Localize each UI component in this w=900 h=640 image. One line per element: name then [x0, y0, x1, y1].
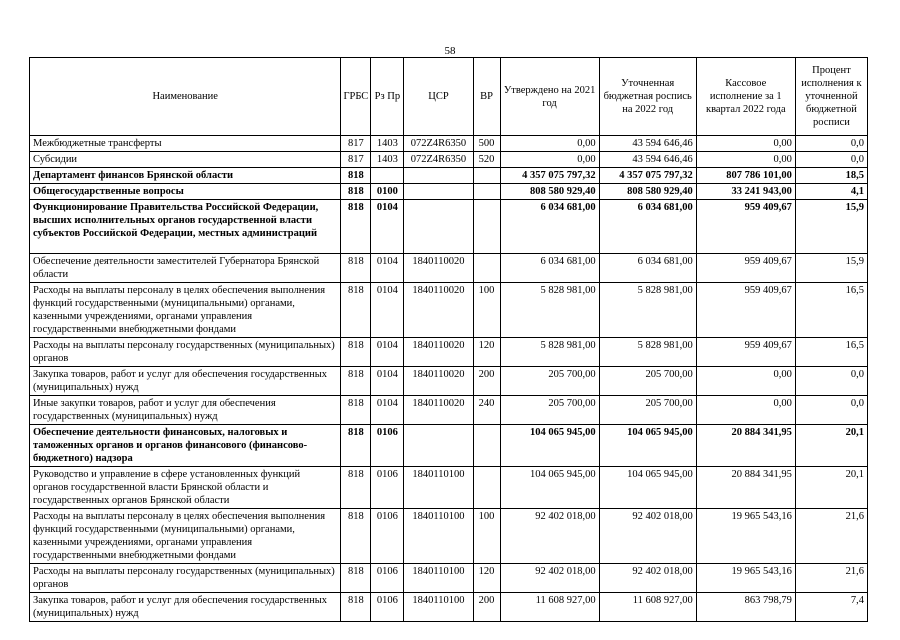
table-row — [30, 283, 868, 338]
cell-refined: 6 034 681,00 — [599, 254, 696, 283]
table-row — [30, 184, 868, 200]
cell-approved: 92 402 018,00 — [500, 564, 599, 593]
cell-cash: 959 409,67 — [696, 200, 795, 254]
cell-name: Руководство и управление в сфере установленных функций органов государственной власти Брянской области и государственных органов Брянской области — [30, 467, 341, 509]
cell-refined: 6 034 681,00 — [599, 200, 696, 254]
cell-approved: 6 034 681,00 — [500, 254, 599, 283]
cell-percent: 0,0 — [795, 136, 867, 152]
cell-approved: 92 402 018,00 — [500, 509, 599, 564]
table-row — [30, 564, 868, 593]
cell-name: Расходы на выплаты персоналу в целях обеспечения выполнения функций государственными (муниципальными) органами, казенными учреждениями, органами управления государственными внебюджетными фондами — [30, 509, 341, 564]
cell-name: Закупка товаров, работ и услуг для обеспечения государственных (муниципальных) нужд — [30, 367, 341, 396]
cell-grbs: 818 — [341, 200, 371, 254]
cell-percent: 0,0 — [795, 396, 867, 425]
table-row — [30, 396, 868, 425]
cell-vr: 500 — [473, 136, 500, 152]
cell-approved: 205 700,00 — [500, 396, 599, 425]
cell-grbs: 818 — [341, 467, 371, 509]
cell-csr: 072Z4R6350 — [404, 152, 473, 168]
cell-rzpr: 1403 — [371, 152, 404, 168]
cell-grbs: 818 — [341, 564, 371, 593]
table-row — [30, 338, 868, 367]
cell-percent: 0,0 — [795, 152, 867, 168]
cell-name: Общегосударственные вопросы — [30, 184, 341, 200]
cell-name: Закупка товаров, работ и услуг для обеспечения государственных (муниципальных) нужд — [30, 593, 341, 622]
cell-percent: 16,5 — [795, 283, 867, 338]
cell-csr: 1840110020 — [404, 367, 473, 396]
table-row — [30, 467, 868, 509]
cell-grbs: 818 — [341, 509, 371, 564]
cell-percent: 4,1 — [795, 184, 867, 200]
cell-cash: 20 884 341,95 — [696, 425, 795, 467]
cell-approved: 104 065 945,00 — [500, 467, 599, 509]
cell-vr: 520 — [473, 152, 500, 168]
cell-approved: 5 828 981,00 — [500, 338, 599, 367]
cell-grbs: 818 — [341, 367, 371, 396]
cell-refined: 104 065 945,00 — [599, 467, 696, 509]
cell-rzpr: 0106 — [371, 425, 404, 467]
header-rzpr: Рз Пр — [371, 58, 404, 136]
cell-rzpr: 0104 — [371, 283, 404, 338]
cell-refined: 5 828 981,00 — [599, 283, 696, 338]
cell-cash: 959 409,67 — [696, 254, 795, 283]
table-row — [30, 367, 868, 396]
cell-rzpr: 0106 — [371, 564, 404, 593]
budget-table — [29, 57, 868, 622]
cell-csr — [404, 200, 473, 254]
cell-rzpr: 0100 — [371, 184, 404, 200]
cell-percent: 18,5 — [795, 168, 867, 184]
cell-percent: 15,9 — [795, 254, 867, 283]
cell-refined: 205 700,00 — [599, 396, 696, 425]
cell-cash: 959 409,67 — [696, 283, 795, 338]
page-number: 58 — [444, 45, 456, 57]
cell-grbs: 818 — [341, 254, 371, 283]
table-row — [30, 593, 868, 622]
cell-csr: 072Z4R6350 — [404, 136, 473, 152]
cell-rzpr: 1403 — [371, 136, 404, 152]
cell-csr: 1840110020 — [404, 254, 473, 283]
cell-percent: 21,6 — [795, 564, 867, 593]
cell-vr: 120 — [473, 338, 500, 367]
cell-approved: 104 065 945,00 — [500, 425, 599, 467]
cell-vr — [473, 467, 500, 509]
cell-name: Обеспечение деятельности финансовых, налоговых и таможенных органов и органов финансового (финансово-бюджетного) надзора — [30, 425, 341, 467]
cell-vr — [473, 200, 500, 254]
cell-csr: 1840110020 — [404, 338, 473, 367]
cell-approved: 205 700,00 — [500, 367, 599, 396]
table-row — [30, 425, 868, 467]
cell-csr: 1840110100 — [404, 467, 473, 509]
header-cash: Кассовое исполнение за 1 квартал 2022 года — [696, 58, 795, 136]
cell-rzpr: 0106 — [371, 509, 404, 564]
cell-rzpr: 0106 — [371, 467, 404, 509]
cell-vr — [473, 168, 500, 184]
cell-percent: 0,0 — [795, 367, 867, 396]
cell-csr: 1840110020 — [404, 396, 473, 425]
cell-cash: 19 965 543,16 — [696, 564, 795, 593]
cell-cash: 19 965 543,16 — [696, 509, 795, 564]
cell-csr — [404, 184, 473, 200]
cell-approved: 6 034 681,00 — [500, 200, 599, 254]
cell-vr: 200 — [473, 593, 500, 622]
cell-refined: 205 700,00 — [599, 367, 696, 396]
cell-csr: 1840110100 — [404, 564, 473, 593]
cell-csr: 1840110020 — [404, 283, 473, 338]
cell-approved: 0,00 — [500, 136, 599, 152]
cell-rzpr: 0104 — [371, 254, 404, 283]
cell-approved: 5 828 981,00 — [500, 283, 599, 338]
cell-percent: 7,4 — [795, 593, 867, 622]
cell-cash: 863 798,79 — [696, 593, 795, 622]
table-body — [30, 136, 868, 622]
cell-grbs: 818 — [341, 168, 371, 184]
cell-csr — [404, 168, 473, 184]
header-vr: ВР — [473, 58, 500, 136]
table-row — [30, 168, 868, 184]
table-row — [30, 136, 868, 152]
cell-grbs: 817 — [341, 136, 371, 152]
cell-rzpr: 0104 — [371, 367, 404, 396]
cell-vr: 200 — [473, 367, 500, 396]
cell-approved: 4 357 075 797,32 — [500, 168, 599, 184]
cell-rzpr: 0106 — [371, 593, 404, 622]
cell-vr — [473, 425, 500, 467]
cell-cash: 807 786 101,00 — [696, 168, 795, 184]
cell-grbs: 817 — [341, 152, 371, 168]
cell-name: Обеспечение деятельности заместителей Губернатора Брянской области — [30, 254, 341, 283]
cell-vr: 100 — [473, 509, 500, 564]
cell-name: Расходы на выплаты персоналу государственных (муниципальных) органов — [30, 338, 341, 367]
cell-name: Расходы на выплаты персоналу в целях обеспечения выполнения функций государственными (муниципальными) органами, казенными учреждениями, органами управления государственными внебюджетными фондами — [30, 283, 341, 338]
cell-rzpr — [371, 168, 404, 184]
cell-refined: 92 402 018,00 — [599, 564, 696, 593]
cell-name: Иные закупки товаров, работ и услуг для обеспечения государственных (муниципальных) нужд — [30, 396, 341, 425]
table-row — [30, 152, 868, 168]
table-row — [30, 254, 868, 283]
cell-rzpr: 0104 — [371, 396, 404, 425]
cell-csr: 1840110100 — [404, 509, 473, 564]
cell-refined: 808 580 929,40 — [599, 184, 696, 200]
table-row — [30, 200, 868, 254]
cell-refined: 4 357 075 797,32 — [599, 168, 696, 184]
cell-grbs: 818 — [341, 338, 371, 367]
cell-grbs: 818 — [341, 396, 371, 425]
header-name: Наименование — [30, 58, 341, 136]
header-csr: ЦСР — [404, 58, 473, 136]
cell-cash: 0,00 — [696, 396, 795, 425]
cell-rzpr: 0104 — [371, 338, 404, 367]
table-row — [30, 509, 868, 564]
cell-grbs: 818 — [341, 184, 371, 200]
cell-cash: 0,00 — [696, 152, 795, 168]
cell-vr: 120 — [473, 564, 500, 593]
cell-vr — [473, 184, 500, 200]
cell-refined: 43 594 646,46 — [599, 136, 696, 152]
cell-name: Департамент финансов Брянской области — [30, 168, 341, 184]
cell-cash: 959 409,67 — [696, 338, 795, 367]
cell-percent: 21,6 — [795, 509, 867, 564]
cell-grbs: 818 — [341, 283, 371, 338]
cell-vr: 240 — [473, 396, 500, 425]
cell-approved: 808 580 929,40 — [500, 184, 599, 200]
cell-vr: 100 — [473, 283, 500, 338]
cell-refined: 92 402 018,00 — [599, 509, 696, 564]
cell-csr — [404, 425, 473, 467]
cell-grbs: 818 — [341, 593, 371, 622]
header-grbs: ГРБС — [341, 58, 371, 136]
cell-name: Межбюджетные трансферты — [30, 136, 341, 152]
cell-approved: 11 608 927,00 — [500, 593, 599, 622]
cell-cash: 20 884 341,95 — [696, 467, 795, 509]
header-approved: Утверждено на 2021 год — [500, 58, 599, 136]
cell-name: Расходы на выплаты персоналу государственных (муниципальных) органов — [30, 564, 341, 593]
cell-refined: 43 594 646,46 — [599, 152, 696, 168]
cell-percent: 15,9 — [795, 200, 867, 254]
cell-cash: 0,00 — [696, 136, 795, 152]
cell-name: Субсидии — [30, 152, 341, 168]
cell-refined: 104 065 945,00 — [599, 425, 696, 467]
cell-grbs: 818 — [341, 425, 371, 467]
cell-percent: 20,1 — [795, 467, 867, 509]
cell-name: Функционирование Правительства Российской Федерации, высших исполнительных органов государственной власти субъектов Российской Федерации, местных администраций — [30, 200, 341, 254]
cell-refined: 11 608 927,00 — [599, 593, 696, 622]
cell-vr — [473, 254, 500, 283]
header-percent: Процент исполнения к уточненной бюджетной росписи — [795, 58, 867, 136]
header-row — [30, 58, 868, 136]
cell-rzpr: 0104 — [371, 200, 404, 254]
cell-approved: 0,00 — [500, 152, 599, 168]
cell-cash: 0,00 — [696, 367, 795, 396]
cell-csr: 1840110100 — [404, 593, 473, 622]
cell-percent: 20,1 — [795, 425, 867, 467]
cell-cash: 33 241 943,00 — [696, 184, 795, 200]
cell-refined: 5 828 981,00 — [599, 338, 696, 367]
cell-percent: 16,5 — [795, 338, 867, 367]
header-refined: Уточненная бюджетная роспись на 2022 год — [599, 58, 696, 136]
